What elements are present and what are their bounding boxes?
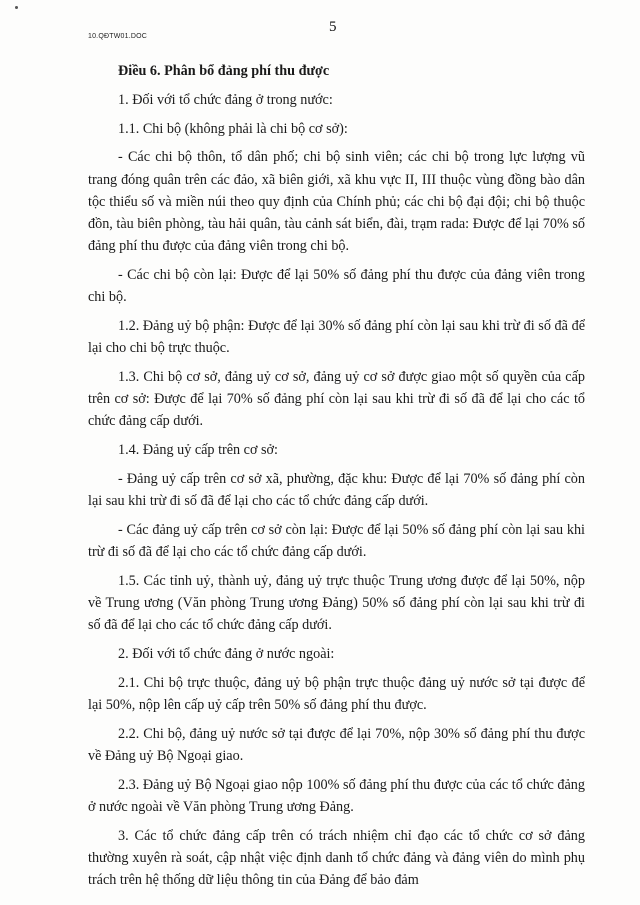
paragraph: - Các chi bộ thôn, tổ dân phố; chi bộ sinh viên; các chi bộ trong lực lượng vũ trang đóng quân trên các đảo, xã biên giới, xã khu vực II, III thuộc vùng đồng bào dân tộc thiểu số và miền núi theo quy định của Chính phủ; các chi bộ đại đội; chi bộ thuộc đồn, tàu biên phòng, tàu hải quân, tàu cảnh sát biển, đài, trạm rada: Được để lại 70% số đảng phí thu được của đảng viên trong chi bộ. — [88, 149, 585, 255]
paragraph: - Đảng uỷ cấp trên cơ sở xã, phường, đặc khu: Được để lại 70% số đảng phí còn lại sau khi trừ đi số đã để lại cho các tổ chức đảng cấp dưới. — [88, 471, 585, 510]
paragraph: 1.5. Các tỉnh uỷ, thành uỷ, đảng uỷ trực thuộc Trung ương được để lại 50%, nộp về Trung ương (Văn phòng Trung ương Đảng) 50% số đảng phí còn lại sau khi trừ đi số đã để lại cho các tổ chức đảng cấp dưới. — [88, 573, 585, 634]
file-name-header: 10.QĐTW01.DOC — [88, 33, 147, 40]
paragraph: 2. Đối với tổ chức đảng ở nước ngoài: — [118, 646, 335, 663]
paragraph: - Các chi bộ còn lại: Được để lại 50% số đảng phí thu được của đảng viên trong chi bộ. — [88, 267, 585, 306]
article-heading: Điều 6. Phân bổ đảng phí thu được — [118, 63, 330, 79]
paragraph: 2.3. Đảng uỷ Bộ Ngoại giao nộp 100% số đảng phí thu được của các tổ chức đảng ở nước ngoài về Văn phòng Trung ương Đảng. — [88, 777, 585, 816]
paragraph: 1. Đối với tổ chức đảng ở trong nước: — [118, 91, 333, 108]
document-body — [88, 60, 585, 898]
paragraph: 2.2. Chi bộ, đảng uỷ nước sở tại được để lại 70%, nộp 30% số đảng phí thu được về Đảng uỷ Bộ Ngoại giao. — [88, 726, 585, 765]
scan-speck — [15, 6, 18, 9]
paragraph: - Các đảng uỷ cấp trên cơ sở còn lại: Được để lại 50% số đảng phí còn lại sau khi trừ đi số đã để lại cho các tổ chức đảng cấp dưới. — [88, 522, 585, 561]
paragraph: 1.1. Chi bộ (không phải là chi bộ cơ sở): — [118, 120, 348, 137]
paragraph: 2.1. Chi bộ trực thuộc, đảng uỷ bộ phận trực thuộc đảng uỷ nước sở tại được để lại 50%, nộp lên cấp uỷ cấp trên 50% số đảng phí thu được. — [88, 675, 585, 714]
paragraph: 1.2. Đảng uỷ bộ phận: Được để lại 30% số đảng phí còn lại sau khi trừ đi số đã để lại cho chi bộ trực thuộc. — [88, 318, 585, 357]
paragraph: 1.3. Chi bộ cơ sở, đảng uỷ cơ sở, đảng uỷ cơ sở được giao một số quyền của cấp trên cơ sở: Được để lại 70% số đảng phí còn lại sau khi trừ đi số đã để lại cho các tổ chức đảng cấp dưới. — [88, 369, 585, 430]
paragraph: 1.4. Đảng uỷ cấp trên cơ sở: — [118, 442, 278, 459]
paragraph: 3. Các tổ chức đảng cấp trên có trách nhiệm chỉ đạo các tổ chức cơ sở đảng thường xuyên rà soát, cập nhật việc định danh tổ chức đảng và đảng viên do mình phụ trách trên hệ thống dữ liệu thông tin của Đảng để bảo đảm — [88, 828, 585, 889]
page-number: 5 — [329, 19, 337, 35]
